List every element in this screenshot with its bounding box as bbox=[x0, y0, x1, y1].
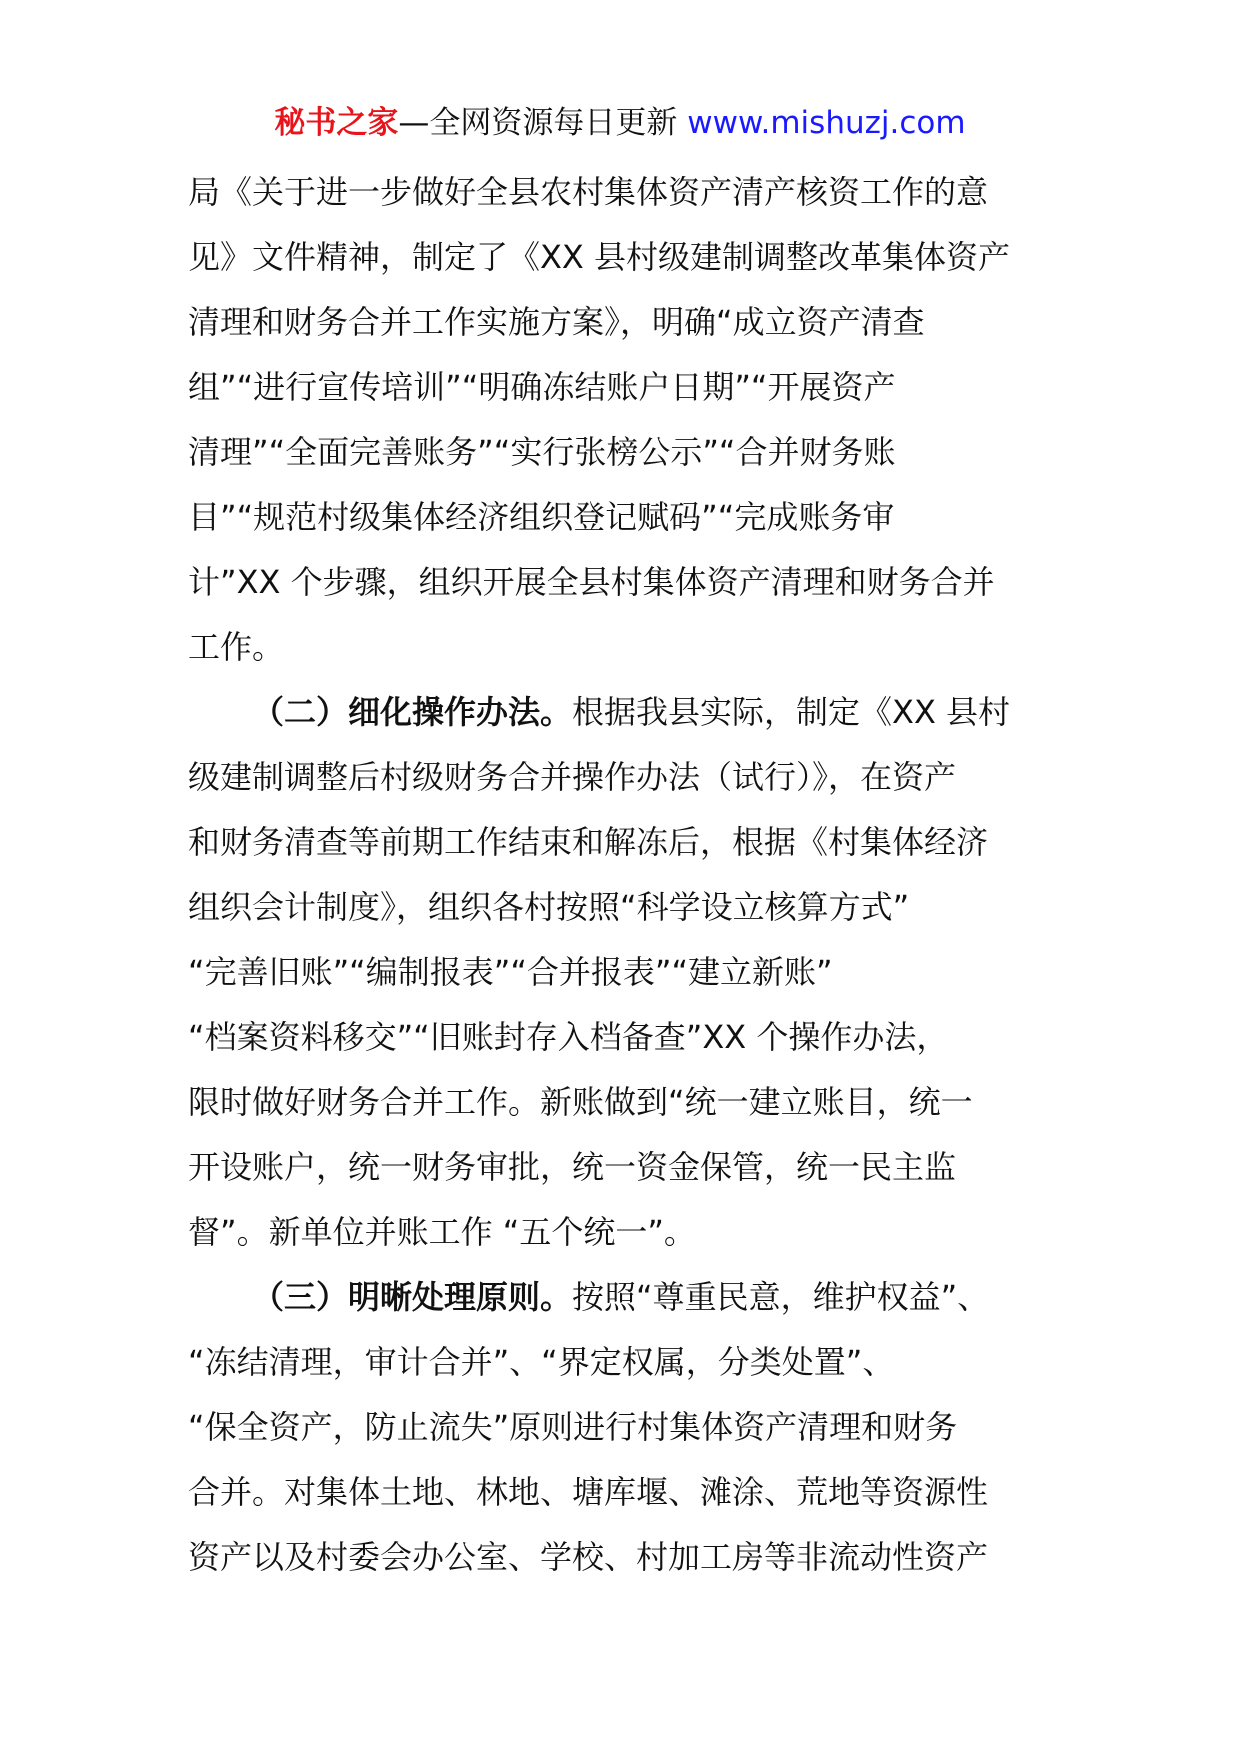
text-line: “保全资产，防止流失”原则进行村集体资产清理和财务 bbox=[188, 1408, 958, 1446]
text-line: 和财务清查等前期工作结束和解冻后，根据《村集体经济 bbox=[188, 823, 989, 861]
section-heading-3: （三）明晰处理原则。 bbox=[252, 1278, 573, 1316]
document-body bbox=[188, 160, 1060, 1590]
text-line: 见》文件精神，制定了《XX 县村级建制调整改革集体资产 bbox=[188, 238, 1011, 276]
text-line: 局《关于进一步做好全县农村集体资产清产核资工作的意 bbox=[188, 173, 989, 211]
text-line bbox=[188, 680, 1060, 745]
site-header bbox=[0, 98, 1240, 148]
text-line: 限时做好财务合并工作。新账做到“统一建立账目，统一 bbox=[188, 1083, 973, 1121]
text-line: 资产以及村委会办公室、学校、村加工房等非流动性资产 bbox=[188, 1538, 989, 1576]
brand-name: 秘书之家 bbox=[274, 105, 399, 141]
header-tagline: —全网资源每日更新 bbox=[398, 105, 688, 141]
text-line: “档案资料移交”“旧账封存入档备查”XX 个操作办法， bbox=[188, 1018, 949, 1056]
section-2-first-line: 根据我县实际，制定《XX 县村 bbox=[572, 693, 1011, 731]
text-line: 级建制调整后村级财务合并操作办法（试行）》，在资产 bbox=[188, 758, 957, 796]
text-line: 清理”“全面完善账务”“实行张榜公示”“合并财务账 bbox=[188, 433, 896, 471]
text-line: 清理和财务合并工作实施方案》，明确“成立资产清查 bbox=[188, 303, 925, 341]
text-line: 开设账户，统一财务审批，统一资金保管，统一民主监 bbox=[188, 1148, 957, 1186]
text-line: “完善旧账”“编制报表”“合并报表”“建立新账” bbox=[188, 953, 833, 991]
section-heading-2: （二）细化操作办法。 bbox=[252, 693, 573, 731]
section-3-first-line: 按照“尊重民意，维护权益”、 bbox=[572, 1278, 990, 1316]
text-line: 组织会计制度》，组织各村按照“科学设立核算方式” bbox=[188, 888, 910, 926]
text-line: 督”。新单位并账工作 “五个统一”。 bbox=[188, 1213, 696, 1251]
paragraph-1 bbox=[188, 160, 1060, 680]
text-line: 合并。对集体土地、林地、塘库堰、滩涂、荒地等资源性 bbox=[188, 1473, 989, 1511]
paragraph-2 bbox=[188, 680, 1060, 1265]
text-line: 计”XX 个步骤，组织开展全县村集体资产清理和财务合并 bbox=[188, 563, 995, 601]
text-line bbox=[188, 1265, 1060, 1330]
paragraph-3 bbox=[188, 1265, 1060, 1590]
site-url-link[interactable]: www.mishuzj.com bbox=[687, 105, 966, 141]
text-line: 目”“规范村级集体经济组织登记赋码”“完成账务审 bbox=[188, 498, 895, 536]
text-line: “冻结清理，审计合并”、“界定权属，分类处置”、 bbox=[188, 1343, 895, 1381]
text-line: 工作。 bbox=[188, 628, 285, 666]
text-line: 组”“进行宣传培训”“明确冻结账户日期”“开展资产 bbox=[188, 368, 896, 406]
